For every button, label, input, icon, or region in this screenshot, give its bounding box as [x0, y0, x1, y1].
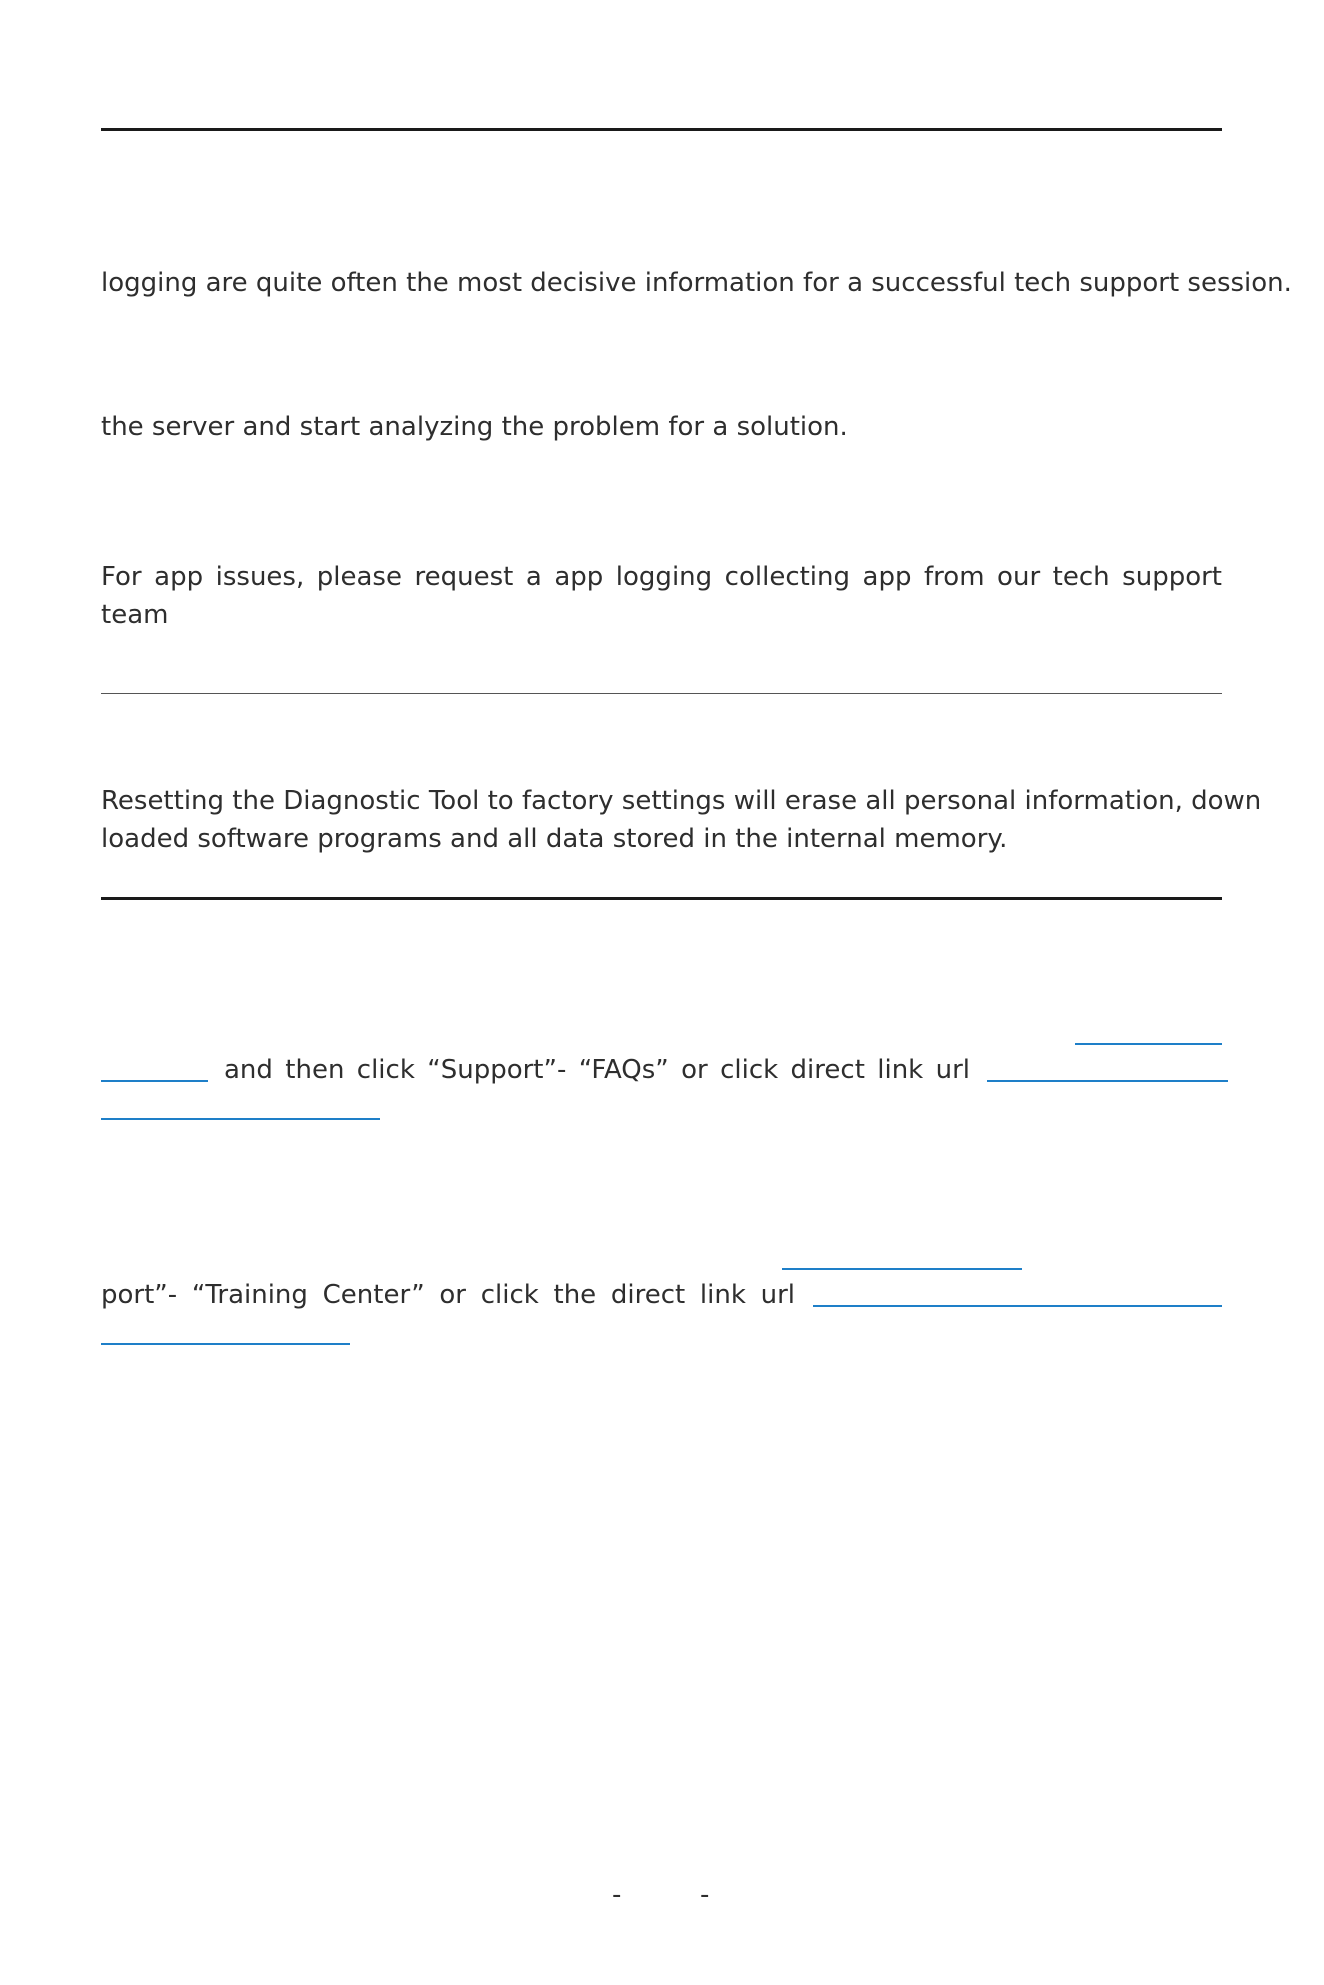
reset-warning-line-1: Resetting the Diagnostic Tool to factory settings will erase all personal information, down — [101, 786, 1262, 816]
reset-warning-line-2: loaded software programs and all data stored in the internal memory. — [101, 824, 1008, 854]
faq-website-link-continued[interactable] — [101, 1080, 208, 1082]
training-instructions-text: port”- “Training Center” or click the direct link url — [101, 1280, 795, 1310]
faq-url-link-continued[interactable] — [101, 1118, 380, 1120]
faq-url-link[interactable] — [987, 1080, 1228, 1082]
logging-text: logging are quite often the most decisive information for a successful tech support session. — [101, 268, 1292, 298]
server-text: the server and start analyzing the problem for a solution. — [101, 412, 848, 442]
app-issues-text: For app issues, please request a app logging collecting app from our tech support team — [101, 562, 1222, 630]
faq-instructions-text: and then click “Support”- “FAQs” or click direct link url — [224, 1055, 970, 1085]
faq-website-link[interactable] — [1075, 1043, 1222, 1045]
training-url-link-continued[interactable] — [101, 1343, 350, 1345]
training-url-link[interactable] — [813, 1305, 1222, 1307]
page-number-left-dash: - — [612, 1880, 622, 1910]
top-divider — [101, 128, 1222, 131]
reset-divider — [101, 897, 1222, 900]
section-divider — [101, 693, 1222, 694]
page-number-right-dash: - — [700, 1880, 710, 1910]
training-website-link[interactable] — [782, 1268, 1022, 1270]
